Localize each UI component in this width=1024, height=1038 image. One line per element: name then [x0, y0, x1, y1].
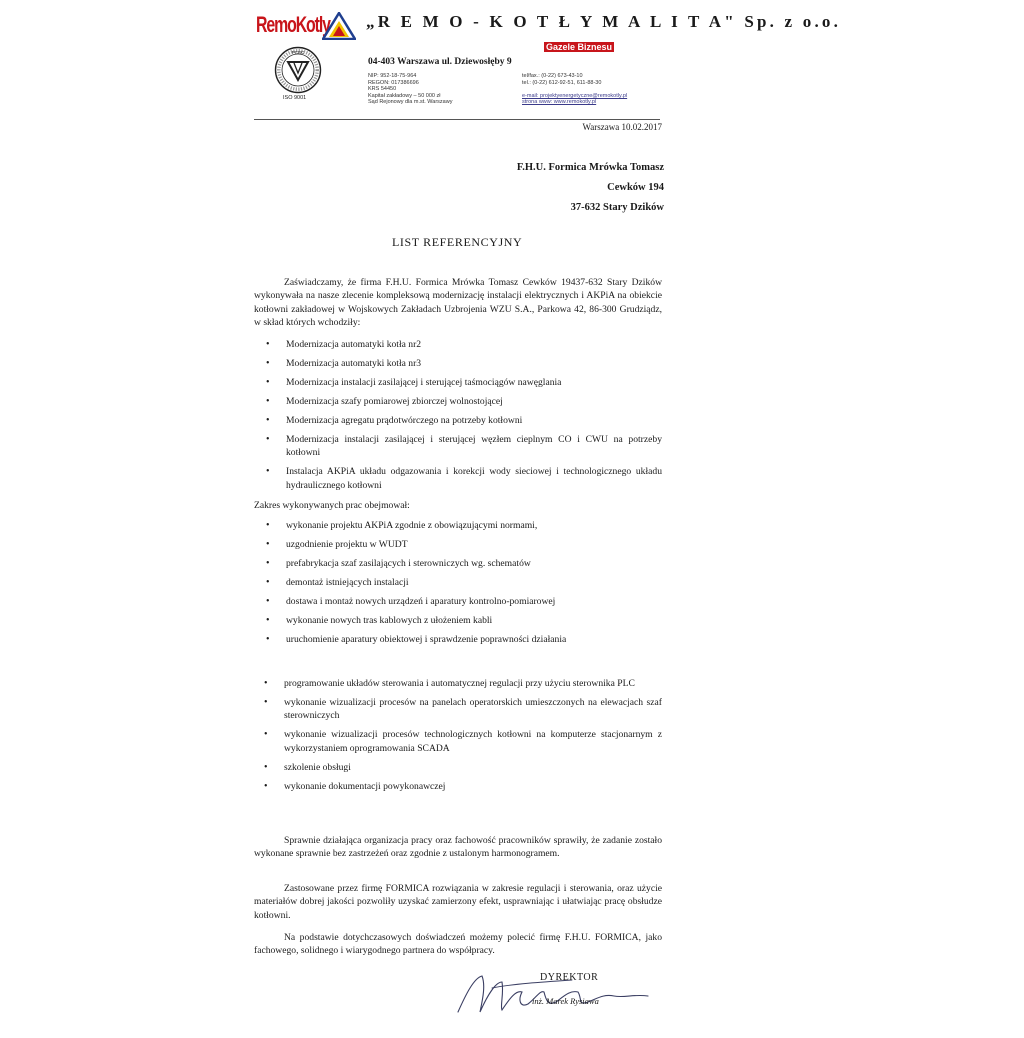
list-item: • wykonanie wizualizacji procesów technologicznych kotłowni na komputerze stacjonarnym z wykorzystaniem oprogramowania SCADA — [264, 728, 662, 755]
works-list — [266, 338, 662, 497]
company-logo — [256, 10, 356, 40]
letter-date: Warszawa 10.02.2017 — [582, 122, 662, 132]
list-item: • wykonanie wizualizacji procesów na panelach operatorskich umieszczonych na elewacjach szaf sterowniczych — [264, 696, 662, 723]
seal-label: PCBC — [291, 50, 305, 55]
iso-label: ISO 9001 — [283, 95, 307, 101]
registry-line: Sąd Rejonowy dla m.st. Warszawy — [368, 99, 453, 106]
intro-text: Zaświadczamy, że firma F.H.U. Formica Mrówka Tomasz Cewków 19437-632 Stary Dzików wykonywała na nasze zlecenie kompleksową modernizację instalacji elektrycznych i AKPiA na obiekcie kotłowni zakładowej w Wojskowych Zakładach Uzbrojenia WZU S.A., Parkowa 42, 86-300 Grudziądz, w skład których wchodziły: — [254, 277, 662, 328]
certification-seal-icon — [274, 46, 322, 94]
closing-paragraph-1 — [254, 834, 662, 861]
recipient-line: 37-632 Stary Dzików — [570, 202, 664, 213]
registry-line: KRS 54450 — [368, 86, 397, 93]
recipient-block — [517, 158, 664, 218]
closing-text: Zastosowane przez firmę FORMICA rozwiązania w zakresie regulacji i sterowania, oraz użycie materiałów dobrej jakości pozwoliły uzyskać zamierzony efekt, usprawniając i ułatwiając pracę obsłudze kotłowni. — [254, 883, 662, 921]
contact-line: tel.: (0-22) 612-92-51, 611-88-30 — [522, 79, 602, 86]
contact-email-link[interactable]: e-mail: projektyenergetyczne@remokotly.pl — [522, 92, 628, 99]
scope-heading: Zakres wykonywanych prac obejmował: — [254, 500, 410, 511]
company-address: 04-403 Warszawa ul. Dziewosłęby 9 — [368, 57, 512, 67]
list-item: • wykonanie projektu AKPiA zgodnie z obowiązującymi normami, — [266, 519, 662, 532]
scope-list-continued — [264, 677, 662, 799]
registry-line: NIP: 952-18-75-964 — [368, 73, 417, 79]
list-item: • dostawa i montaż nowych urządzeń i aparatury kontrolno-pomiarowej — [266, 595, 662, 608]
list-item: • prefabrykacja szaf zasilających i sterowniczych wg. schematów — [266, 557, 662, 570]
list-item: • Modernizacja szafy pomiarowej zbiorczej wolnostojącej — [266, 395, 662, 408]
intro-paragraph — [254, 276, 662, 329]
recipient-line: F.H.U. Formica Mrówka Tomasz — [516, 162, 664, 173]
registry-line: REGON: 017386696 — [368, 79, 419, 86]
list-item: • Modernizacja instalacji zasilającej i sterującej węzłem cieplnym CO i CWU na potrzeby kotłowni — [266, 433, 662, 460]
list-item: • uzgodnienie projektu w WUDT — [266, 538, 662, 551]
recipient-line: Cewków 194 — [607, 182, 664, 193]
list-item: • programowanie układów sterowania i automatycznej regulacji przy użyciu sterownika PLC — [264, 677, 662, 690]
header-divider — [254, 119, 660, 120]
closing-paragraph-2 — [254, 882, 662, 922]
document-title: LIST REFERENCYJNY — [392, 235, 523, 249]
contact-line: tel/fax.: (0-22) 673-43-10 — [522, 73, 583, 79]
list-item: • szkolenie obsługi — [264, 761, 662, 774]
list-item: • uruchomienie aparatury obiektowej i sprawdzenie poprawności działania — [266, 633, 662, 646]
list-item: • demontaż istniejących instalacji — [266, 576, 662, 589]
closing-text: Sprawnie działająca organizacja pracy oraz fachowość pracowników sprawiły, że zadanie zostało wykonane sprawnie bez zastrzeżeń oraz zgodnie z ustalonym harmonogramem. — [254, 835, 662, 860]
contact-info — [522, 73, 627, 106]
signatory-name: inż. Marek Rysiawa — [532, 996, 599, 1006]
registry-line: Kapitał zakładowy – 50 000 zł — [368, 92, 441, 99]
list-item: • Modernizacja instalacji zasilającej i sterującej taśmociągów nawęglania — [266, 376, 662, 389]
closing-text: Na podstawie dotychczasowych doświadczeń możemy polecić firmę F.H.U. FORMICA, jako fachowego, solidnego i wiarygodnego partnera do współpracy. — [254, 932, 662, 957]
logo-wordmark: RemoKotly — [256, 12, 330, 37]
list-item: • wykonanie dokumentacji powykonawczej — [264, 780, 662, 793]
company-name: „R E M O - K O T Ł Y M A L I T A" Sp. z o.o. — [366, 12, 842, 31]
scope-list — [266, 519, 662, 652]
signatory-title: DYREKTOR — [540, 972, 599, 983]
list-item: • Instalacja AKPiA układu odgazowania i korekcji wody sieciowej i technologicznego układu hydraulicznego kotłowni — [266, 465, 662, 492]
registry-info — [368, 73, 452, 106]
closing-paragraph-3 — [254, 931, 662, 958]
list-item: • Modernizacja automatyki kotła nr2 — [266, 338, 662, 351]
contact-line — [522, 86, 627, 93]
list-item: • Modernizacja agregatu prądotwórczego na potrzeby kotłowni — [266, 414, 662, 427]
award-badge: Gazele Biznesu — [546, 42, 613, 52]
letter-page — [252, 0, 842, 1038]
list-item: • Modernizacja automatyki kotła nr3 — [266, 357, 662, 370]
list-item: • wykonanie nowych tras kablowych z ułożeniem kabli — [266, 614, 662, 627]
contact-website-link[interactable]: strona www: www.remokotly.pl — [522, 99, 597, 106]
logo-triangle-icon — [322, 12, 356, 40]
